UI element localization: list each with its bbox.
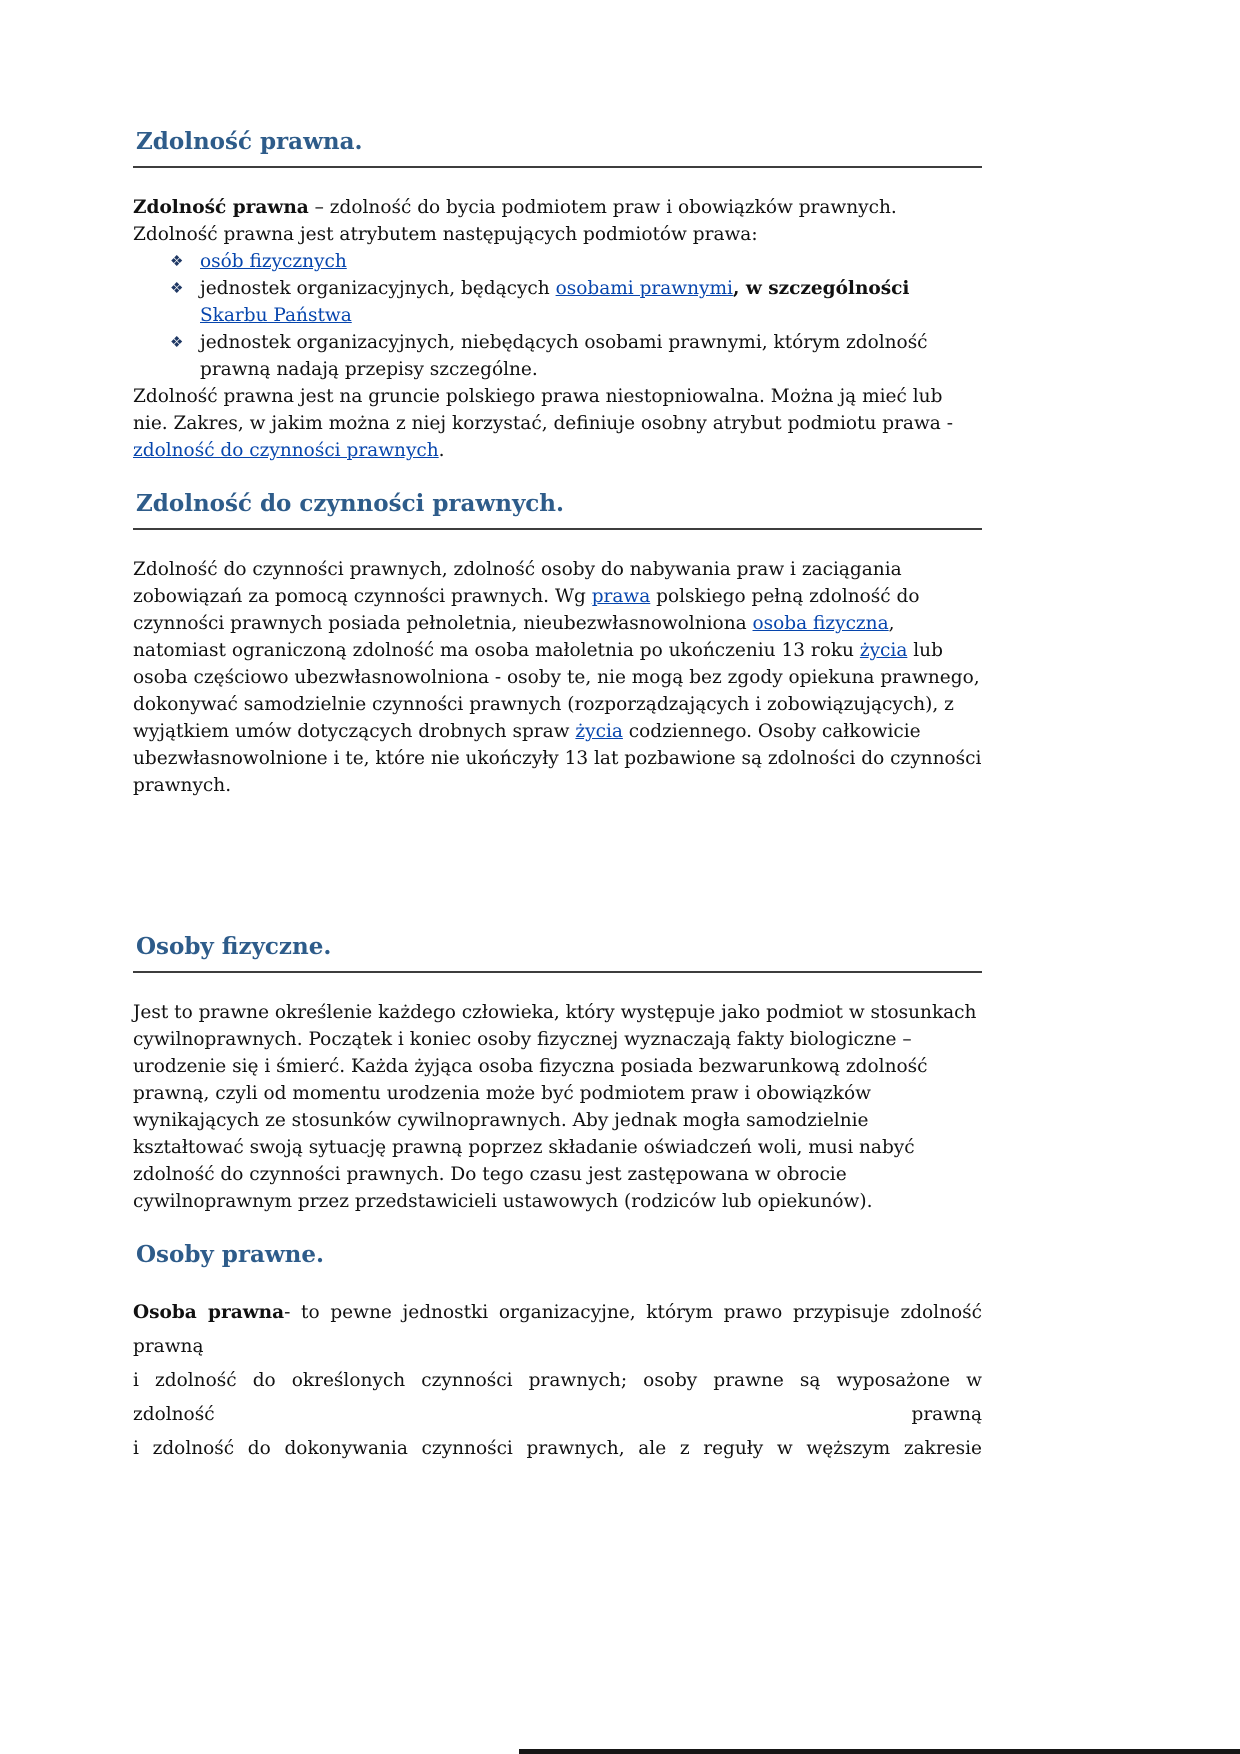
document-content	[133, 126, 982, 1466]
justified-line: i zdolność do dokonywania czynności prawnych, ale z reguły w węższym zakresie	[133, 1438, 982, 1459]
justified-line	[133, 1296, 982, 1330]
section-zdolnosc-prawna	[133, 126, 982, 464]
heading-zdolnosc-prawna: Zdolność prawna.	[133, 126, 982, 168]
section-osoby-fizyczne	[133, 931, 982, 1215]
text-run: , natomiast ograniczoną zdolność ma osoba małoletnia po ukończeniu 13 roku	[133, 613, 895, 661]
subjects-bullet-list	[133, 248, 982, 383]
text-run: polskiego pełną zdolność do czynności prawnych posiada pełnoletnia, nieubezwłasnowolniona	[133, 586, 920, 634]
link-osobami-prawnymi[interactable]: osobami prawnymi	[555, 278, 733, 299]
text-run: .	[438, 440, 445, 461]
text-line: prawną	[133, 1336, 204, 1357]
page-edge-artifact	[519, 1749, 1240, 1754]
paragraph-outro	[133, 383, 982, 464]
list-item-text	[200, 248, 982, 275]
list-item-text	[200, 329, 982, 383]
paragraph-osoby-fizyczne: Jest to prawne określenie każdego człowieka, który występuje jako podmiot w stosunkach cywilnoprawnych. Początek i koniec osoby fizycznej wyznaczają fakty biologiczne – urodzenie się i śmierć. Każda żyjąca osoba fizyczna posiada bezwarunkową zdolność prawną, czyli od momentu urodzenia może być podmiotem praw i obowiązków wynikających ze stosunków cywilnoprawnych. Aby jednak mogła samodzielnie kształtować swoją sytuację prawną poprzez składanie oświadczeń woli, musi nabyć zdolność do czynności prawnych. Do tego czasu jest zastępowana w obrocie cywilnoprawnym przez przedstawicieli ustawowych (rodziców lub opiekunów).	[133, 1002, 977, 1212]
link-zdolnosc-do-czynnosci-prawnych[interactable]: zdolność do czynności prawnych	[133, 440, 439, 461]
section-osoby-prawne	[133, 1239, 982, 1466]
link-skarbu-panstwa[interactable]: Skarbu Państwa	[200, 305, 352, 326]
text-run: Zdolność prawna jest na gruncie polskiego prawa niestopniowalna. Można ją mieć lub nie. Zakres, w jakim można z niej korzystać, definiuje osobny atrybut podmiotu prawa -	[133, 386, 953, 434]
blank-space	[133, 799, 982, 931]
diamond-bullet-icon: ❖	[170, 279, 184, 297]
text-run: – zdolność do bycia podmiotem praw i obowiązków prawnych. Zdolność prawna jest atrybutem następujących podmiotów prawa:	[133, 197, 897, 245]
diamond-bullet-icon: ❖	[170, 333, 184, 351]
paragraph-osoba-prawna	[133, 1296, 982, 1466]
list-item-text	[200, 275, 982, 329]
list-item-osoby-fizyczne	[133, 248, 982, 275]
term-osoba-prawna: Osoba prawna	[133, 1302, 285, 1323]
diamond-bullet-icon: ❖	[170, 252, 184, 270]
term-zdolnosc-prawna: Zdolność prawna	[133, 197, 309, 218]
text-run-bold: , w szczególności	[732, 278, 910, 299]
text-run: lub osoba częściowo ubezwłasnowolniona - osoby te, nie mogą bez zgody opiekuna prawnego, dokonywać samodzielnie czynności prawnych (rozporządzających i zobowiązujących), z wyjątkiem umów dotyczących drobnych spraw	[133, 640, 980, 742]
list-item-osoby-prawne	[133, 275, 982, 329]
heading-osoby-fizyczne: Osoby fizyczne.	[133, 931, 982, 973]
section-zdolnosc-do-czynnosci	[133, 488, 982, 799]
text-run: Zdolność do czynności prawnych, zdolność osoby do nabywania praw i zaciągania zobowiązań za pomocą czynności prawnych. Wg	[133, 559, 902, 607]
text-run: jednostek organizacyjnych, będących	[200, 278, 556, 299]
text-run: - to pewne jednostki organizacyjne, którym prawo przypisuje zdolność	[284, 1302, 983, 1323]
link-osob-fizycznych[interactable]: osób fizycznych	[200, 251, 347, 272]
link-zycia-2[interactable]: życia	[575, 721, 623, 742]
paragraph-intro	[133, 194, 982, 248]
justified-line: zdolność prawną	[133, 1404, 982, 1425]
link-zycia-1[interactable]: życia	[859, 640, 908, 661]
text-run: jednostek organizacyjnych, niebędących osobami prawnymi, którym zdolność prawną nadają przepisy szczególne.	[200, 332, 928, 380]
text-run: codziennego. Osoby całkowicie ubezwłasnowolnione i te, które nie ukończyły 13 lat pozbawione są zdolności do czynności prawnych.	[133, 721, 982, 796]
justified-line: i zdolność do określonych czynności prawnych; osoby prawne są wyposażone w	[133, 1370, 982, 1391]
link-prawa[interactable]: prawa	[591, 586, 651, 607]
link-osoba-fizyczna[interactable]: osoba fizyczna	[752, 613, 889, 634]
heading-zdolnosc-do-czynnosci: Zdolność do czynności prawnych.	[133, 488, 982, 530]
heading-osoby-prawne: Osoby prawne.	[136, 1241, 325, 1268]
paragraph-zdolnosc-do-czynnosci	[133, 556, 982, 799]
list-item-jednostki-niebedace	[133, 329, 982, 383]
